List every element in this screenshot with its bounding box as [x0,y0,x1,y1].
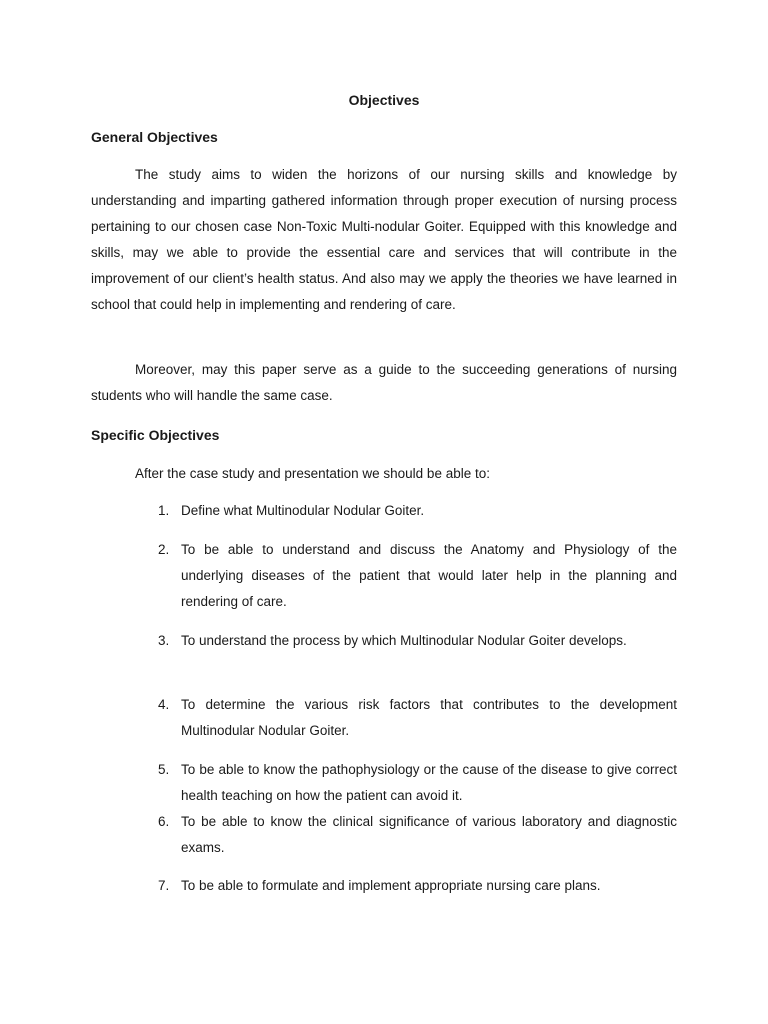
list-item-number: 1. [158,503,170,518]
list-item-text: To be able to know the pathophysiology or the cause of the disease to give correct health teaching on how the patient can avoid it. [181,762,677,803]
list-item-text: To determine the various risk factors that contributes to the development Multinodular Nodular Goiter. [181,697,677,738]
list-item-number: 3. [158,633,170,648]
list-item [158,537,677,615]
specific-objectives-heading: Specific Objectives [91,427,220,443]
list-item [158,873,677,899]
list-item-text: Define what Multinodular Nodular Goiter. [181,503,425,518]
guide-paragraph: Moreover, may this paper serve as a guide to the succeeding generations of nursing students who will handle the same case. [91,362,677,403]
list-item [158,809,677,861]
list-item-text: To understand the process by which Multinodular Nodular Goiter develops. [181,633,627,648]
list-item [158,498,677,524]
list-item [158,692,677,744]
list-item [158,757,677,809]
list-item-text: To be able to formulate and implement appropriate nursing care plans. [181,878,601,893]
list-item-number: 6. [158,814,170,829]
specific-objectives-intro: After the case study and presentation we should be able to: [135,466,490,481]
list-item-text: To be able to understand and discuss the Anatomy and Physiology of the underlying diseases of the patient that would later help in the planning and rendering of care. [181,542,677,609]
list-item-number: 4. [158,697,170,712]
page-title: Objectives [348,92,420,108]
list-item-text: To be able to know the clinical significance of various laboratory and diagnostic exams. [181,814,677,855]
list-item-number: 2. [158,542,170,557]
general-objectives-paragraph: The study aims to widen the horizons of our nursing skills and knowledge by understanding and imparting gathered information through proper execution of nursing process pertaining to our chosen case Non-Toxic Multi-nodular Goiter. Equipped with this knowledge and skills, may we able to provide the essential care and services that will contribute in the improvement of our client’s health status. And also may we apply the theories we have learned in school that could help in implementing and rendering of care. [91,167,677,312]
list-item [158,628,677,654]
list-item-number: 7. [158,878,170,893]
list-item-number: 5. [158,762,170,777]
general-objectives-heading: General Objectives [91,129,218,145]
